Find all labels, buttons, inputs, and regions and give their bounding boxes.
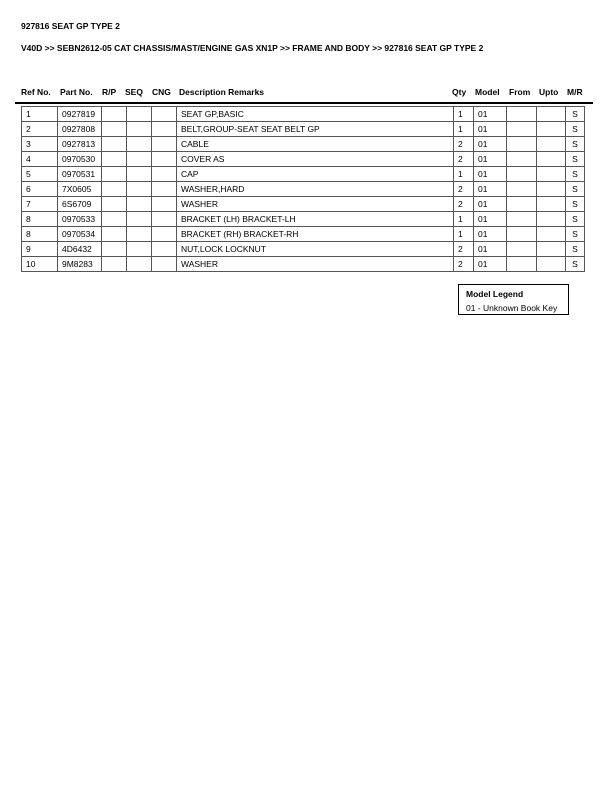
cell-ref-no: 1 [22,107,58,122]
table-header [21,87,591,100]
cell-rp [102,227,127,242]
cell-seq [127,122,152,137]
cell-mr: S [566,152,585,167]
cell-rp [102,122,127,137]
cell-part-no: 0927808 [58,122,102,137]
page-title: 927816 SEAT GP TYPE 2 [21,21,120,31]
col-header-mr: M/R [567,87,583,97]
cell-qty: 2 [454,152,474,167]
cell-from [507,182,537,197]
col-header-from: From [509,87,531,97]
col-header-cng: CNG [152,87,171,97]
cell-model: 01 [474,227,507,242]
col-header-ref-no: Ref No. [21,87,51,97]
cell-rp [102,212,127,227]
table-row [22,122,585,137]
cell-part-no: 0970534 [58,227,102,242]
cell-seq [127,257,152,272]
cell-seq [127,152,152,167]
cell-from [507,137,537,152]
cell-qty: 1 [454,227,474,242]
cell-seq [127,137,152,152]
cell-model: 01 [474,137,507,152]
cell-description: WASHER [177,257,454,272]
parts-table [21,106,585,272]
cell-ref-no: 7 [22,197,58,212]
cell-qty: 2 [454,257,474,272]
cell-part-no: 0970531 [58,167,102,182]
cell-upto [537,137,566,152]
cell-cng [152,242,177,257]
cell-rp [102,107,127,122]
cell-mr: S [566,122,585,137]
model-legend [458,284,569,315]
cell-from [507,212,537,227]
cell-model: 01 [474,107,507,122]
cell-qty: 2 [454,242,474,257]
cell-description: COVER AS [177,152,454,167]
cell-ref-no: 4 [22,152,58,167]
cell-cng [152,257,177,272]
cell-mr: S [566,182,585,197]
table-row [22,242,585,257]
cell-mr: S [566,212,585,227]
table-row [22,137,585,152]
cell-qty: 1 [454,167,474,182]
cell-qty: 1 [454,107,474,122]
table-row [22,107,585,122]
col-header-qty: Qty [452,87,467,97]
cell-part-no: 0927819 [58,107,102,122]
col-header-seq: SEQ [125,87,143,97]
cell-cng [152,152,177,167]
cell-upto [537,122,566,137]
cell-cng [152,182,177,197]
cell-ref-no: 5 [22,167,58,182]
cell-part-no: 4D6432 [58,242,102,257]
cell-ref-no: 3 [22,137,58,152]
table-row [22,197,585,212]
cell-upto [537,212,566,227]
col-header-part-no: Part No. [60,87,93,97]
cell-qty: 1 [454,122,474,137]
cell-cng [152,212,177,227]
cell-ref-no: 10 [22,257,58,272]
cell-cng [152,107,177,122]
cell-model: 01 [474,197,507,212]
table-row [22,212,585,227]
cell-model: 01 [474,212,507,227]
cell-from [507,197,537,212]
cell-seq [127,242,152,257]
cell-upto [537,227,566,242]
cell-from [507,152,537,167]
cell-part-no: 9M8283 [58,257,102,272]
legend-entry: 01 - Unknown Book Key [466,303,558,313]
cell-mr: S [566,242,585,257]
col-header-description: Description Remarks [179,87,265,97]
table-row [22,167,585,182]
cell-description: BRACKET (RH) BRACKET-RH [177,227,454,242]
legend-title: Model Legend [466,289,524,299]
cell-upto [537,242,566,257]
cell-ref-no: 6 [22,182,58,197]
table-row [22,182,585,197]
cell-description: CAP [177,167,454,182]
cell-upto [537,182,566,197]
cell-ref-no: 8 [22,227,58,242]
cell-seq [127,197,152,212]
cell-description: BRACKET (LH) BRACKET-LH [177,212,454,227]
cell-rp [102,197,127,212]
cell-from [507,227,537,242]
cell-mr: S [566,197,585,212]
cell-description: WASHER [177,197,454,212]
cell-upto [537,197,566,212]
cell-qty: 2 [454,197,474,212]
cell-seq [127,212,152,227]
cell-qty: 2 [454,182,474,197]
cell-cng [152,227,177,242]
cell-seq [127,107,152,122]
cell-from [507,167,537,182]
cell-ref-no: 2 [22,122,58,137]
cell-model: 01 [474,257,507,272]
cell-cng [152,137,177,152]
col-header-upto: Upto [539,87,559,97]
cell-upto [537,257,566,272]
cell-rp [102,137,127,152]
cell-seq [127,167,152,182]
cell-ref-no: 8 [22,212,58,227]
cell-model: 01 [474,242,507,257]
cell-from [507,122,537,137]
cell-part-no: 0927813 [58,137,102,152]
breadcrumb: V40D >> SEBN2612-05 CAT CHASSIS/MAST/ENGINE GAS XN1P >> FRAME AND BODY >> 927816 SEAT GP TYPE 2 [21,43,484,53]
table-row [22,152,585,167]
col-header-model: Model [475,87,500,97]
cell-model: 01 [474,167,507,182]
cell-rp [102,152,127,167]
header-divider [15,102,593,104]
cell-seq [127,227,152,242]
cell-qty: 1 [454,212,474,227]
cell-description: BELT,GROUP-SEAT SEAT BELT GP [177,122,454,137]
col-header-rp: R/P [102,87,117,97]
cell-mr: S [566,167,585,182]
cell-model: 01 [474,122,507,137]
cell-from [507,107,537,122]
cell-rp [102,242,127,257]
cell-part-no: 7X0605 [58,182,102,197]
cell-description: NUT,LOCK LOCKNUT [177,242,454,257]
cell-from [507,257,537,272]
cell-description: WASHER,HARD [177,182,454,197]
cell-rp [102,257,127,272]
cell-upto [537,107,566,122]
cell-mr: S [566,227,585,242]
parts-table-body [22,107,585,272]
cell-seq [127,182,152,197]
cell-description: SEAT GP,BASIC [177,107,454,122]
table-row [22,227,585,242]
cell-part-no: 0970533 [58,212,102,227]
cell-ref-no: 9 [22,242,58,257]
cell-cng [152,197,177,212]
cell-mr: S [566,107,585,122]
cell-cng [152,122,177,137]
cell-mr: S [566,257,585,272]
cell-part-no: 0970530 [58,152,102,167]
cell-part-no: 6S6709 [58,197,102,212]
cell-from [507,242,537,257]
cell-mr: S [566,137,585,152]
cell-description: CABLE [177,137,454,152]
cell-qty: 2 [454,137,474,152]
cell-model: 01 [474,152,507,167]
cell-upto [537,167,566,182]
cell-model: 01 [474,182,507,197]
table-row [22,257,585,272]
cell-rp [102,167,127,182]
cell-rp [102,182,127,197]
cell-upto [537,152,566,167]
cell-cng [152,167,177,182]
